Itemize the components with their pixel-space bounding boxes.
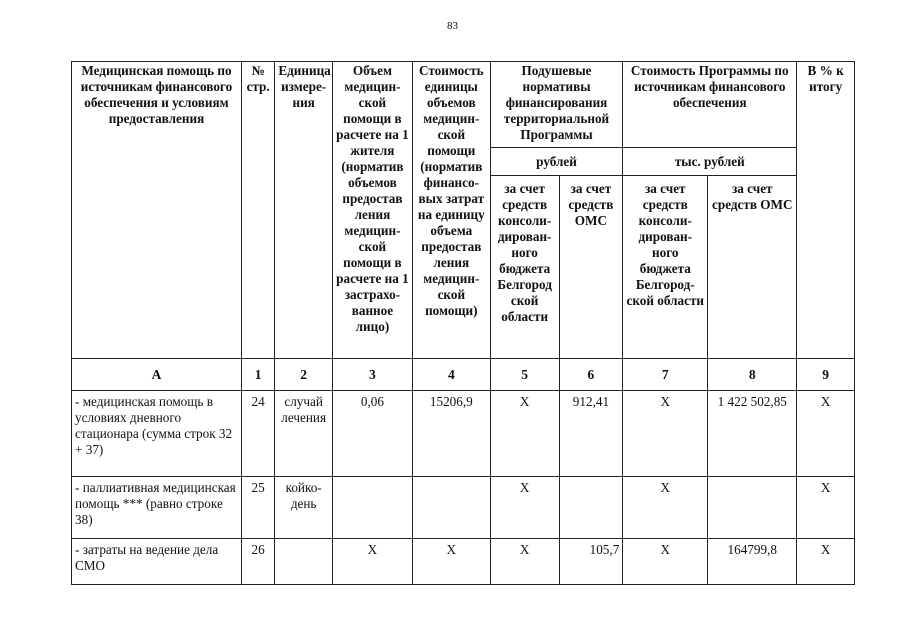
index-cell: 5 xyxy=(490,359,559,391)
row-cost-oms: 164799,8 xyxy=(708,539,797,585)
header-col-3: Объем медицин-ской помощи в расчете на 1 жителя (норматив объемов предостав ления медицин-ской помощи в расчете на 1 застрахо-ванное лицо) xyxy=(332,62,412,359)
index-cell: 8 xyxy=(708,359,797,391)
table-row xyxy=(72,391,855,477)
header-col-1: № стр. xyxy=(241,62,274,359)
header-col-2: Единица измере-ния xyxy=(275,62,333,359)
row-cost-oms: 1 422 502,85 xyxy=(708,391,797,477)
row-cost-budget: Х xyxy=(623,477,708,539)
index-cell: 6 xyxy=(559,359,623,391)
index-cell: 3 xyxy=(332,359,412,391)
row-line-number: 24 xyxy=(241,391,274,477)
row-per-capita-budget: Х xyxy=(490,477,559,539)
table-row xyxy=(72,477,855,539)
index-cell: 7 xyxy=(623,359,708,391)
row-volume xyxy=(332,477,412,539)
index-cell: 1 xyxy=(241,359,274,391)
row-unit-cost xyxy=(412,477,490,539)
header-row-1 xyxy=(72,62,855,148)
row-per-capita-oms: 105,7 xyxy=(559,539,623,585)
row-cost-budget: Х xyxy=(623,539,708,585)
row-line-number: 26 xyxy=(241,539,274,585)
row-cost-oms xyxy=(708,477,797,539)
row-unit-cost: 15206,9 xyxy=(412,391,490,477)
row-per-capita-budget: Х xyxy=(490,391,559,477)
header-unit-rubles: рублей xyxy=(490,147,623,175)
row-per-capita-oms: 912,41 xyxy=(559,391,623,477)
index-cell: 4 xyxy=(412,359,490,391)
row-cost-budget: Х xyxy=(623,391,708,477)
row-unit: случай лечения xyxy=(275,391,333,477)
row-percent: Х xyxy=(797,539,855,585)
table-row xyxy=(72,539,855,585)
index-cell: 2 xyxy=(275,359,333,391)
row-name: - затраты на ведение дела СМО xyxy=(72,539,242,585)
column-index-row xyxy=(72,359,855,391)
row-unit xyxy=(275,539,333,585)
row-per-capita-oms xyxy=(559,477,623,539)
row-percent: Х xyxy=(797,391,855,477)
row-percent: Х xyxy=(797,477,855,539)
row-name: - паллиативная медицинская помощь *** (равно строке 38) xyxy=(72,477,242,539)
header-col-a: Медицинская помощь по источникам финансового обеспечения и условиям предоставления xyxy=(72,62,242,359)
row-volume: 0,06 xyxy=(332,391,412,477)
header-group-per-capita: Подушевые нормативы финансирования территориальной Программы xyxy=(490,62,623,148)
program-cost-table xyxy=(71,61,855,585)
header-col-9: В % к итогу xyxy=(797,62,855,359)
header-col-8: за счет средств ОМС xyxy=(708,176,797,359)
index-cell: А xyxy=(72,359,242,391)
header-col-5: за счет средств консоли-дирован-ного бюджета Белгород ской области xyxy=(490,176,559,359)
row-unit: койко-день xyxy=(275,477,333,539)
header-col-4: Стоимость единицы объемов медицин-ской помощи (норматив финансо-вых затрат на единицу объема предостав ления медицин-ской помощи) xyxy=(412,62,490,359)
header-unit-thousand-rubles: тыс. рублей xyxy=(623,147,797,175)
header-col-7: за счет средств консоли-дирован-ного бюджета Белгород-ской области xyxy=(623,176,708,359)
header-group-program-cost: Стоимость Программы по источникам финансового обеспечения xyxy=(623,62,797,148)
page-number: 83 xyxy=(447,20,458,32)
header-col-6: за счет средств ОМС xyxy=(559,176,623,359)
row-name: - медицинская помощь в условиях дневного стационара (сумма строк 32 + 37) xyxy=(72,391,242,477)
index-cell: 9 xyxy=(797,359,855,391)
row-volume: Х xyxy=(332,539,412,585)
row-unit-cost: Х xyxy=(412,539,490,585)
row-line-number: 25 xyxy=(241,477,274,539)
row-per-capita-budget: Х xyxy=(490,539,559,585)
